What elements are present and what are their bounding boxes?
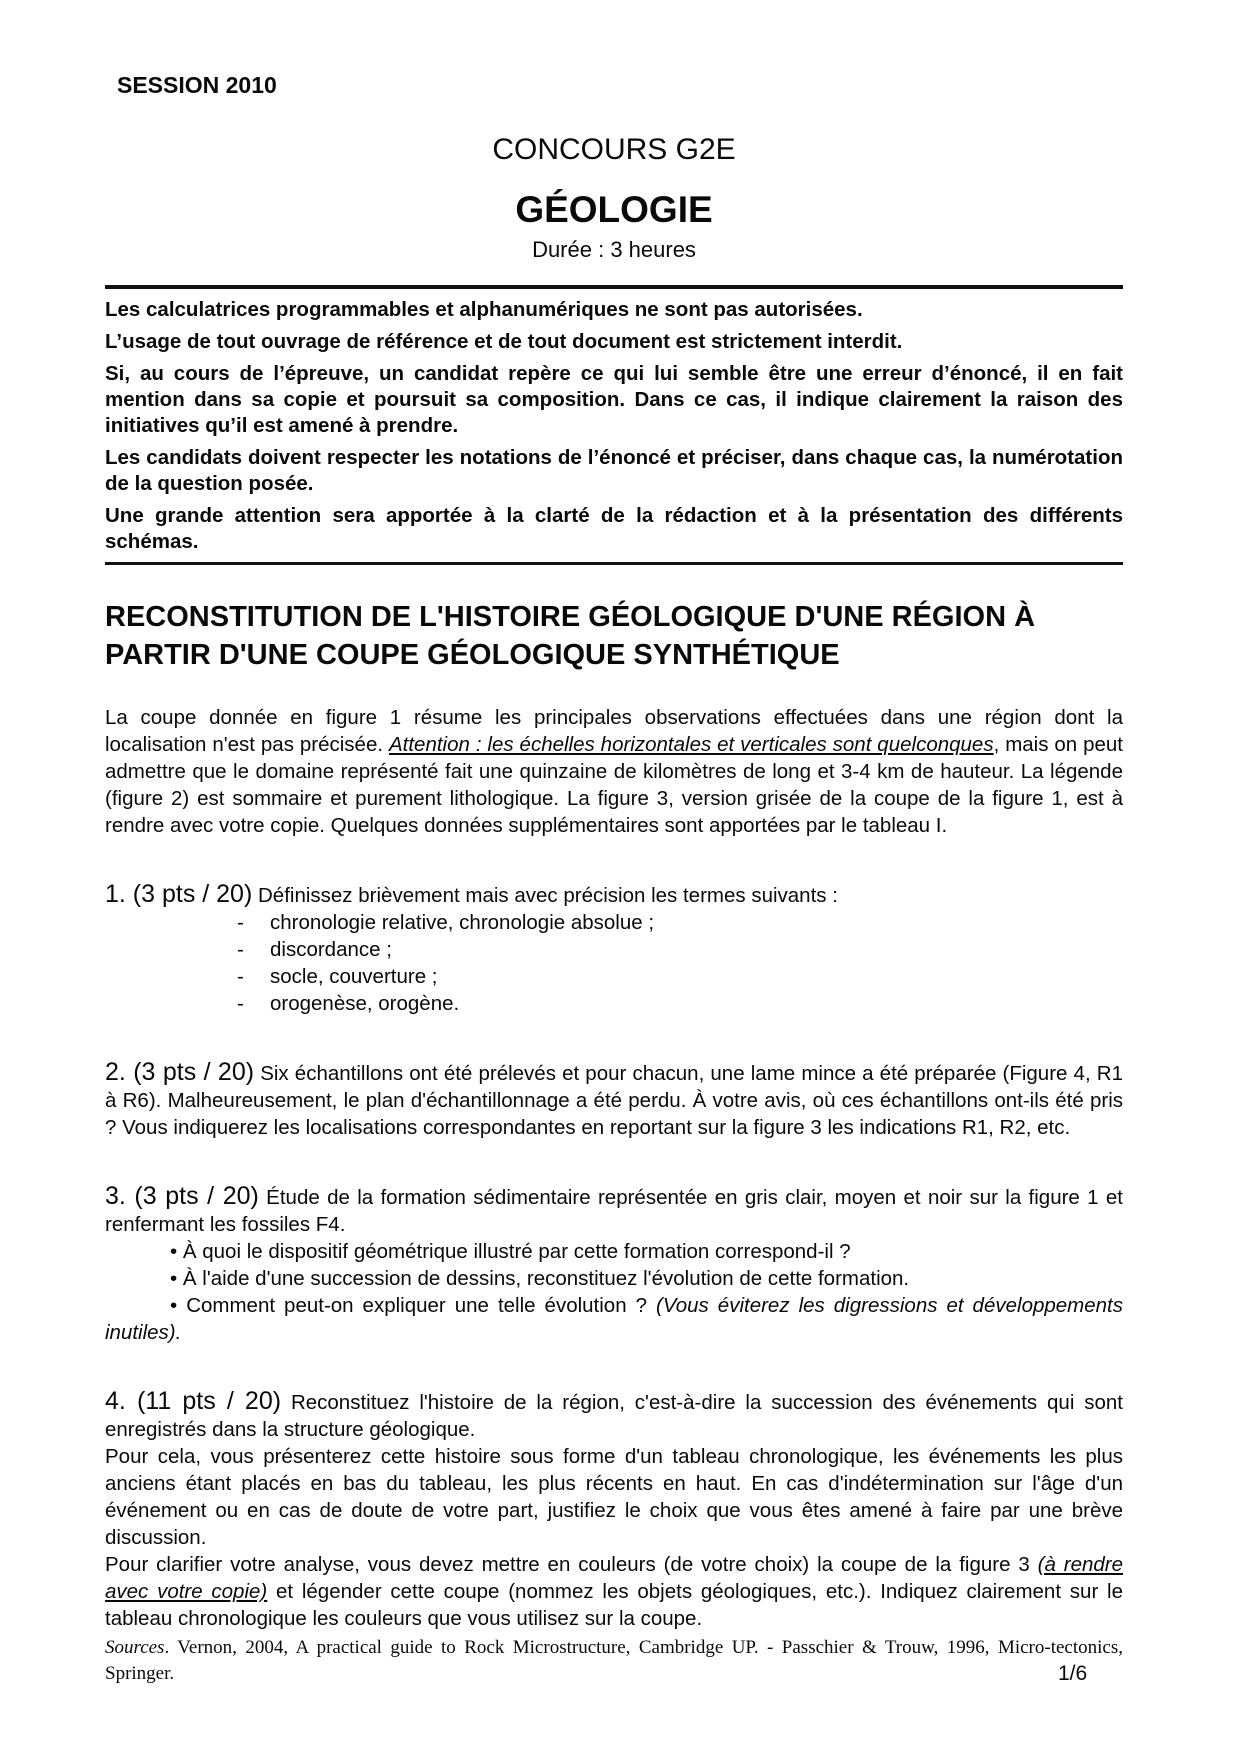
main-title-line-2: PARTIR D'UNE COUPE GÉOLOGIQUE SYNTHÉTIQUE [105, 639, 840, 671]
question-3-bullet-3 [105, 1292, 1123, 1346]
bullet-marker: • [170, 1240, 178, 1263]
main-title-line-1: RECONSTITUTION DE L'HISTOIRE GÉOLOGIQUE D'UNE RÉGION À [105, 601, 1036, 633]
dash-marker: - [237, 965, 244, 988]
intro-paragraph [105, 704, 1123, 839]
question-4-number: 4. (11 pts / 20) [105, 1387, 282, 1415]
question-2-text: Six échantillons ont été prélevés et pour chacun, une lame mince a été préparée (Figure 4, R1 à R6). Malheureusement, le plan d'échantillonnage a été perdu. À votre avis, où ces échantillons ont-ils été pris ? Vous indiquerez les localisations correspondantes en reportant sur la figure 3 les indications R1, R2, etc. [105, 1062, 1123, 1139]
question-4-paragraph-3 [105, 1551, 1123, 1632]
main-title [105, 598, 1123, 674]
question-3-number: 3. (3 pts / 20) [105, 1182, 259, 1210]
intro-emphasis: Attention : les échelles horizontales et verticales sont quelconques [388, 733, 994, 756]
bullet-text: Comment peut-on expliquer une telle évolution ? [186, 1294, 648, 1317]
question-4-text-before: Pour clarifier votre analyse, vous devez mettre en couleurs (de votre choix) la coupe de la figure 3 [105, 1553, 1038, 1576]
question-4 [105, 1388, 1123, 1632]
question-4-emphasis: (à rendre avec votre copie) [105, 1553, 1124, 1603]
list-item [105, 963, 1123, 990]
question-2 [105, 1059, 1123, 1141]
subject-title: GÉOLOGIE [515, 189, 713, 230]
list-item [105, 909, 1123, 936]
question-1-text: Définissez brièvement mais avec précision les termes suivants : [258, 884, 838, 907]
question-1-heading [105, 881, 1123, 909]
bullet-marker: • [170, 1267, 178, 1290]
question-2-paragraph [105, 1059, 1123, 1141]
sources-text: . Vernon, 2004, A practical guide to Rock Microstructure, Cambridge UP. - Passchier & Trouw, 1996, Micro-tectonics, Springer. [105, 1637, 1123, 1684]
list-item [105, 936, 1123, 963]
sources-label: Sources [105, 1637, 165, 1658]
question-2-number: 2. (3 pts / 20) [105, 1058, 255, 1086]
question-3-heading [105, 1183, 1123, 1238]
sources-note [105, 1635, 1123, 1687]
rule-paragraph-errors: Si, au cours de l’épreuve, un candidat repère ce qui lui semble être une erreur d’énoncé, il en fait mention dans sa copie et poursuit sa composition. Dans ce cas, il indique clairement la raison des initiatives qu’il est amené à prendre. [105, 362, 1123, 437]
question-3-bullet-1 [105, 1238, 1123, 1265]
question-3-bullet-2 [105, 1265, 1123, 1292]
bullet-note-italic: (Vous éviterez les digressions et développements inutiles). [105, 1294, 1123, 1344]
list-item-text: socle, couverture ; [270, 965, 438, 988]
concours-title: CONCOURS G2E [492, 133, 736, 166]
intro-text-after: , mais on peut admettre que le domaine représenté fait une quinzaine de kilomètres de long et 3-4 km de hauteur. La légende (figure 2) est sommaire et purement lithologique. La figure 3, version grisée de la coupe de la figure 1, est à rendre avec votre copie. Quelques données supplémentaires sont apportées par le tableau I. [105, 733, 1124, 837]
question-4-text-after: et légender cette coupe (nommez les objets géologiques, etc.). Indiquez clairement sur le tableau chronologique les couleurs que vous utilisez sur la coupe. [105, 1580, 1123, 1630]
dash-marker: - [237, 911, 244, 934]
question-3 [105, 1183, 1123, 1346]
list-item-text: orogenèse, orogène. [270, 992, 460, 1015]
bottom-divider [105, 562, 1123, 565]
page-number: 1/6 [1058, 1662, 1088, 1685]
question-1-term-list [105, 909, 1123, 1017]
question-4-paragraph-1 [105, 1388, 1123, 1443]
list-item-text: chronologie relative, chronologie absolue ; [270, 911, 655, 934]
duration-label: Durée : 3 heures [532, 237, 696, 262]
list-item-text: discordance ; [270, 938, 392, 961]
rule-paragraph-notations: Les candidats doivent respecter les notations de l’énoncé et préciser, dans chaque cas, la numérotation de la question posée. [105, 446, 1123, 495]
question-1 [105, 881, 1123, 1017]
bullet-text: À l'aide d'une succession de dessins, reconstituez l'évolution de cette formation. [182, 1267, 910, 1290]
question-4-paragraph-2: Pour cela, vous présenterez cette histoire sous forme d'un tableau chronologique, les événements les plus anciens étant placés en bas du tableau, les plus récents en haut. En cas d'indétermination sur l'âge d'un événement ou en cas de doute de votre part, justifiez le choix que vous êtes amené à faire par une brève discussion. [105, 1445, 1123, 1549]
rule-paragraph-calculators: Les calculatrices programmables et alphanumériques ne sont pas autorisées. [105, 298, 863, 321]
question-4-text: Reconstituez l'histoire de la région, c'est-à-dire la succession des événements qui sont enregistrés dans la structure géologique. [105, 1391, 1123, 1441]
exam-rules-block [105, 297, 1123, 555]
dash-marker: - [237, 992, 244, 1015]
rule-paragraph-reference-works: L’usage de tout ouvrage de référence et de tout document est strictement interdit. [105, 330, 903, 353]
bullet-text: À quoi le dispositif géométrique illustré par cette formation correspond-il ? [182, 1240, 851, 1263]
bullet-marker: • [170, 1294, 178, 1317]
dash-marker: - [237, 938, 244, 961]
intro-text-before: La coupe donnée en figure 1 résume les principales observations effectuées dans une région dont la localisation n'est pas précisée. [105, 706, 1123, 756]
list-item [105, 990, 1123, 1017]
question-3-text: Étude de la formation sédimentaire représentée en gris clair, moyen et noir sur la figure 1 et renfermant les fossiles F4. [105, 1186, 1123, 1236]
top-divider [105, 285, 1123, 289]
rule-paragraph-clarity: Une grande attention sera apportée à la clarté de la rédaction et à la présentation des différents schémas. [105, 504, 1123, 553]
session-label: SESSION 2010 [117, 72, 277, 98]
question-1-number: 1. (3 pts / 20) [105, 880, 253, 908]
